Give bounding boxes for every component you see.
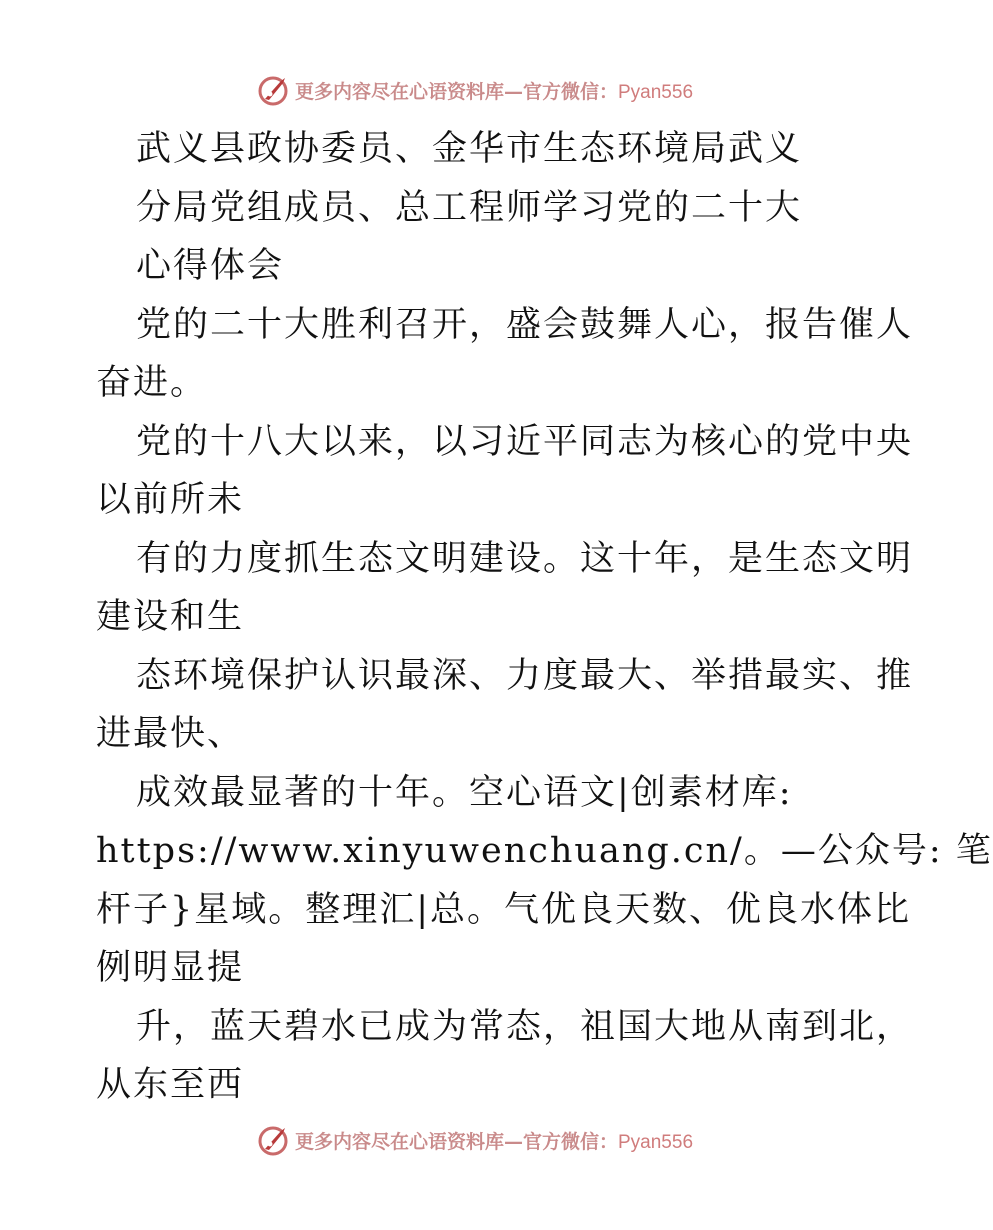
text-line-13: https://www.xinyuwenchuang.cn/。—公众号: 笔 bbox=[96, 831, 993, 871]
text-line-4: 党的二十大胜利召开，盛会鼓舞人心，报告催人 bbox=[136, 304, 914, 345]
text-line-5: 奋进。 bbox=[96, 363, 208, 403]
text-line-10: 态环境保护认识最深、力度最大、举措最实、推 bbox=[136, 655, 914, 696]
text-line-14: 杆子}星域。整理汇|总。气优良天数、优良水体比 bbox=[96, 889, 912, 930]
quill-pen-logo-icon bbox=[257, 1123, 291, 1157]
document-body bbox=[96, 120, 993, 1115]
footer-banner bbox=[0, 1120, 950, 1160]
header-banner bbox=[0, 70, 950, 110]
wechat-id: Pyan556 bbox=[618, 81, 694, 103]
text-line-3: 心得体会 bbox=[136, 246, 285, 286]
text-line-6: 党的十八大以来，以习近平同志为核心的党中央 bbox=[136, 421, 914, 462]
banner-text: 更多内容尽在心语资料库—官方微信：Pyan556 bbox=[294, 1130, 694, 1153]
text-line-1: 武义县政协委员、金华市生态环境局武义 bbox=[136, 129, 803, 169]
text-line-2: 分局党组成员、总工程师学习党的二十大 bbox=[136, 187, 803, 228]
text-line-16: 升，蓝天碧水已成为常态，祖国大地从南到北， bbox=[136, 1006, 914, 1047]
text-line-7: 以前所未 bbox=[96, 480, 245, 520]
banner-text: 更多内容尽在心语资料库—官方微信：Pyan556 bbox=[294, 80, 694, 103]
text-line-15: 例明显提 bbox=[96, 948, 245, 988]
text-line-12: 成效最显著的十年。空心语文|创素材库: bbox=[136, 772, 793, 813]
text-line-8: 有的力度抓生态文明建设。这十年，是生态文明 bbox=[136, 538, 914, 579]
text-line-11: 进最快、 bbox=[96, 714, 245, 754]
text-line-9: 建设和生 bbox=[96, 597, 245, 637]
text-line-17: 从东至西 bbox=[96, 1065, 245, 1105]
wechat-id: Pyan556 bbox=[618, 1131, 694, 1153]
quill-pen-logo-icon bbox=[257, 73, 291, 107]
